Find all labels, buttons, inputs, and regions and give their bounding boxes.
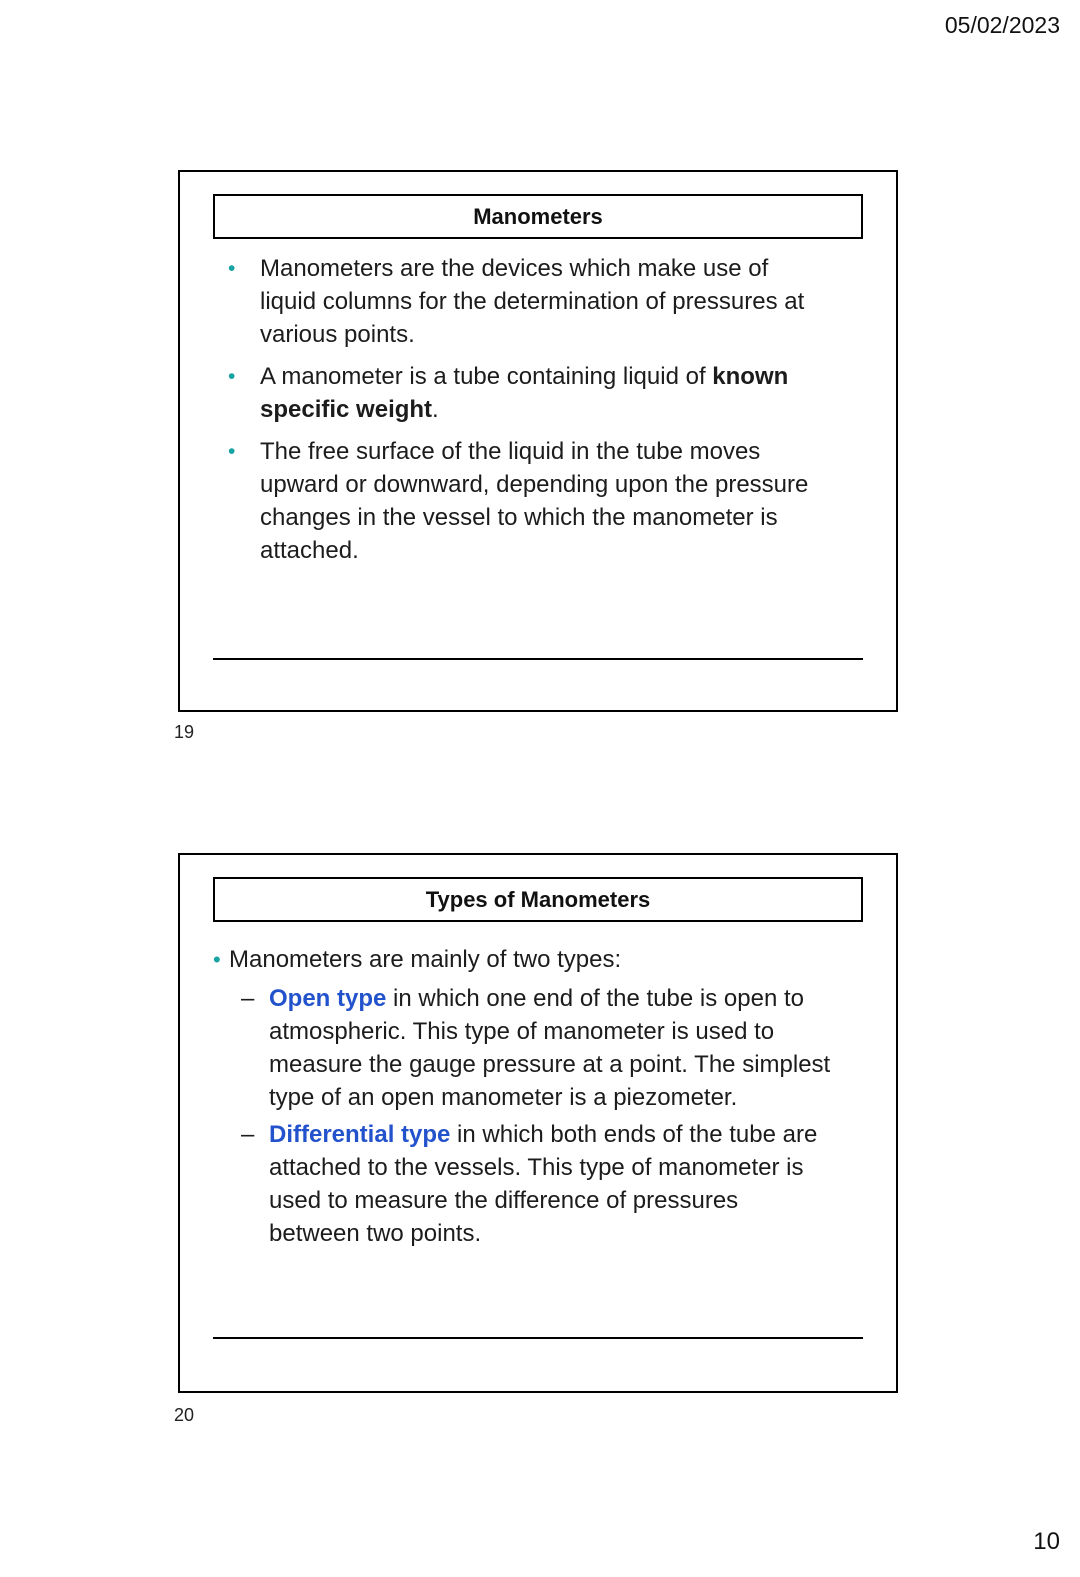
bullet-dot-icon: •	[228, 257, 236, 280]
intro-text: Manometers are mainly of two types:	[229, 946, 622, 973]
bullet-text	[260, 435, 818, 567]
slide-20	[178, 853, 898, 1393]
slide-20-title-box	[213, 877, 863, 922]
slide-20-title: Types of Manometers	[425, 886, 651, 912]
bullet-dot-icon: •	[213, 947, 221, 972]
bullet-item	[222, 360, 848, 426]
bullet-segment-bold: known specific weight	[260, 363, 789, 423]
page-number: 10	[1033, 1528, 1060, 1555]
slide-19-title-box	[213, 194, 863, 239]
sub-bullet-item	[241, 1118, 873, 1250]
bullet-dot-icon: •	[228, 365, 236, 388]
bullet-item	[222, 252, 848, 351]
sub-bullet-text	[269, 1118, 831, 1250]
dash-marker-icon: –	[241, 985, 255, 1012]
slide-20-content	[213, 943, 873, 1254]
bullet-segment: The free surface of the liquid in the tube moves upward or downward, depending upon the pressure changes in the vessel to which the manometer is attached.	[260, 438, 809, 564]
slide-20-sub-bullet-list	[213, 982, 873, 1250]
bullet-segment: .	[432, 396, 439, 423]
bullet-segment: Manometers are the devices which make use of liquid columns for the determination of pressures at various points.	[260, 255, 805, 348]
slide-19-bullet-list	[222, 252, 848, 567]
page-date: 05/02/2023	[944, 12, 1060, 38]
slide-19	[178, 170, 898, 712]
sub-bullet-segment: in which one end of the tube is open to atmospheric. This type of manometer is used to measure the gauge pressure at a point. The simplest type of an open manometer is a piezometer.	[269, 985, 831, 1111]
slide-19-content	[222, 252, 848, 576]
bullet-segment: A manometer is a tube containing liquid of	[260, 363, 713, 390]
slide-20-number: 20	[174, 1405, 195, 1425]
sub-bullet-keyword: Differential type	[269, 1121, 451, 1148]
slide-20-divider	[213, 1337, 863, 1339]
bullet-dot-icon: •	[228, 440, 236, 463]
dash-marker-icon: –	[241, 1121, 255, 1148]
bullet-item	[222, 435, 848, 567]
bullet-text	[260, 252, 818, 351]
sub-bullet-keyword: Open type	[269, 985, 387, 1012]
sub-bullet-item	[241, 982, 873, 1114]
intro-bullet	[213, 943, 873, 976]
slide-19-divider	[213, 658, 863, 660]
bullet-text	[260, 360, 818, 426]
slide-19-number: 19	[174, 722, 195, 742]
sub-bullet-text	[269, 982, 831, 1114]
slide-19-title: Manometers	[473, 203, 603, 229]
sub-bullet-segment: in which both ends of the tube are attached to the vessels. This type of manometer is used to measure the difference of pressures between two points.	[269, 1121, 818, 1247]
